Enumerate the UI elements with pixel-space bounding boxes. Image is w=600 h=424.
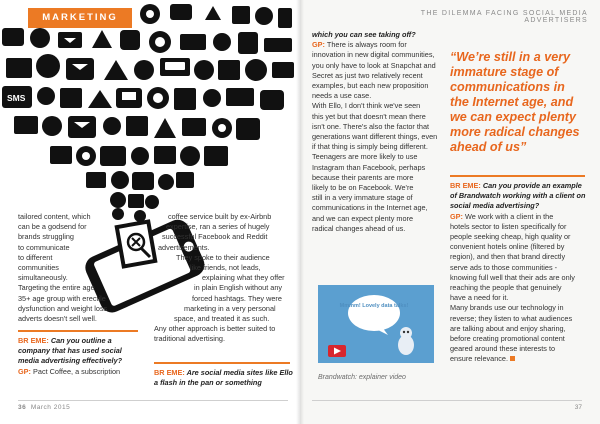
text-line: forced hashtags. They were bbox=[192, 293, 282, 303]
text-line: innovation in new digital communities, bbox=[312, 50, 435, 60]
text-line: in plain English without any bbox=[194, 283, 283, 293]
text-line: brands struggling bbox=[18, 232, 74, 242]
pull-quote: “We’re still in a very immature stage of communications in the Internet age, and we can expect plenty more radical changes ahead of us” bbox=[450, 50, 580, 154]
text-line: and we can expect plenty more bbox=[312, 213, 413, 223]
text-line: They spoke to their audience bbox=[176, 252, 270, 262]
text-line: convenient hotels online (filtered by bbox=[450, 242, 565, 252]
text-line: to communicate bbox=[18, 242, 70, 252]
text-line: Secret as just two relatively recent bbox=[312, 70, 423, 80]
question-text: Can you outline a company that has used social media advertising effectively? bbox=[18, 336, 123, 366]
left-question-block bbox=[18, 336, 140, 377]
text-line: to different bbox=[18, 252, 53, 262]
text-line: generations want different things, even bbox=[312, 132, 438, 142]
text-line: radical changes ahead of us. bbox=[312, 223, 406, 233]
page-number-right: 37 bbox=[574, 404, 582, 411]
divider bbox=[154, 362, 290, 364]
text-line: you only have to look at Snapchat and bbox=[312, 60, 436, 70]
text-line: With Ello, I don't think we've seen bbox=[312, 101, 421, 111]
text-line: tailored content, which bbox=[18, 212, 91, 221]
text-line: before creating promotional content bbox=[450, 334, 565, 344]
text-line: hotels sector to listen specifically for bbox=[450, 221, 567, 231]
divider bbox=[18, 330, 138, 332]
text-line: like friends, not leads, bbox=[190, 263, 261, 273]
footer-rule-left bbox=[18, 400, 288, 401]
text-line: examples, but each new proposition bbox=[312, 81, 429, 91]
question-label: BR EME: bbox=[154, 368, 185, 377]
text-line: because their parents are more bbox=[312, 172, 414, 182]
video-artwork bbox=[318, 285, 434, 363]
text-line: Targeting the entire age bbox=[18, 283, 95, 293]
text-line: likely to be on Facebook. We're bbox=[312, 183, 414, 193]
question-label: BR EME: bbox=[18, 336, 49, 345]
text-line: adverts doesn't sell well. bbox=[18, 314, 97, 324]
text-line: have a need for it. bbox=[450, 293, 509, 303]
video-caption: Brandwatch: explainer video bbox=[318, 374, 406, 381]
text-line: Instagram than Facebook, perhaps bbox=[312, 162, 426, 172]
text-line: geared around these interests to bbox=[450, 344, 556, 354]
running-head: THE DILEMMA FACING SOCIAL MEDIA ADVERTISERS bbox=[420, 10, 588, 24]
text-line: this yet but that doesn't mean there bbox=[312, 111, 426, 121]
right-column-1 bbox=[312, 30, 446, 234]
sms-icon-label: SMS bbox=[7, 93, 26, 103]
text-line: There is always room for bbox=[326, 40, 407, 50]
text-line: needs a use case. bbox=[312, 91, 372, 101]
text-line: if that thing is simply being different. bbox=[312, 142, 428, 152]
text-line: traditional advertising. bbox=[154, 334, 225, 344]
text-line: isn't one. There's also the factor that bbox=[312, 121, 430, 131]
text-line: advertisements. bbox=[158, 242, 210, 252]
end-mark-icon bbox=[510, 356, 515, 361]
text-line: We work with a client in the bbox=[465, 211, 554, 221]
left-question-block-2 bbox=[154, 368, 294, 388]
text-line: Many brands use our technology in bbox=[450, 303, 564, 313]
text-line: serve ads to those communities - bbox=[450, 262, 558, 272]
text-line: reverse; they listen to what audiences bbox=[450, 313, 573, 323]
left-column-1 bbox=[18, 212, 138, 324]
text-line: space, and treated it as such. bbox=[174, 314, 270, 324]
divider bbox=[450, 175, 585, 177]
question-text: Can you provide an example of Brandwatch working with a client on social media advertising? bbox=[450, 181, 586, 211]
section-tab: MARKETING bbox=[28, 8, 132, 28]
text-line: knowing full well that their ads are only bbox=[450, 272, 575, 282]
text-line: explaining what they offer bbox=[202, 273, 285, 283]
question-text: Are social media sites like Ello a flash in the pan or something bbox=[154, 368, 293, 388]
footer-left bbox=[18, 404, 70, 411]
left-column-2 bbox=[154, 212, 294, 345]
text-line: marketing in a very personal bbox=[184, 303, 276, 313]
video-thumbnail[interactable] bbox=[318, 285, 434, 363]
text-line: expertise, ran a series of hugely bbox=[166, 222, 270, 232]
text-line: simultaneously. bbox=[18, 273, 68, 283]
text-line: coffee service built by ex-Airbnb bbox=[168, 212, 272, 221]
text-line: communications in the Internet age, bbox=[312, 203, 428, 213]
answer-label: GP: bbox=[450, 211, 463, 221]
answer-text: Pact Coffee, a subscription bbox=[33, 366, 121, 376]
page-number-left: 36 bbox=[18, 404, 27, 411]
answer-label: GP: bbox=[312, 40, 325, 50]
text-line: region), and then that brand directly bbox=[450, 252, 566, 262]
text-line: can be a godsend for bbox=[18, 222, 87, 232]
footer-date: March 2015 bbox=[30, 404, 71, 411]
question-text: which you can see taking off? bbox=[312, 30, 416, 39]
text-line: communities bbox=[18, 263, 59, 273]
speech-bubble-text: Mmmm! Lovely data talks! bbox=[339, 303, 409, 309]
text-line: Any other approach is better suited to bbox=[154, 324, 276, 334]
answer-label: GP: bbox=[18, 366, 31, 376]
text-line: still in a very immature stage of bbox=[312, 193, 413, 203]
text-line: reaching the people that genuinely bbox=[450, 283, 562, 293]
text-line: ensure relevance. bbox=[450, 354, 509, 364]
text-line: people seeking cheap, high quality or bbox=[450, 232, 571, 242]
text-line: dysfunction and weight loss bbox=[18, 303, 108, 313]
right-column-2 bbox=[450, 181, 588, 365]
footer-rule-right bbox=[312, 400, 582, 401]
text-line: successful Facebook and Reddit bbox=[162, 232, 268, 242]
text-line: are talking about and enjoy sharing, bbox=[450, 323, 566, 333]
question-label: BR EME: bbox=[450, 181, 481, 190]
text-line: Teenagers are more likely to use bbox=[312, 152, 418, 162]
text-line: 35+ age group with erectile bbox=[18, 293, 106, 303]
